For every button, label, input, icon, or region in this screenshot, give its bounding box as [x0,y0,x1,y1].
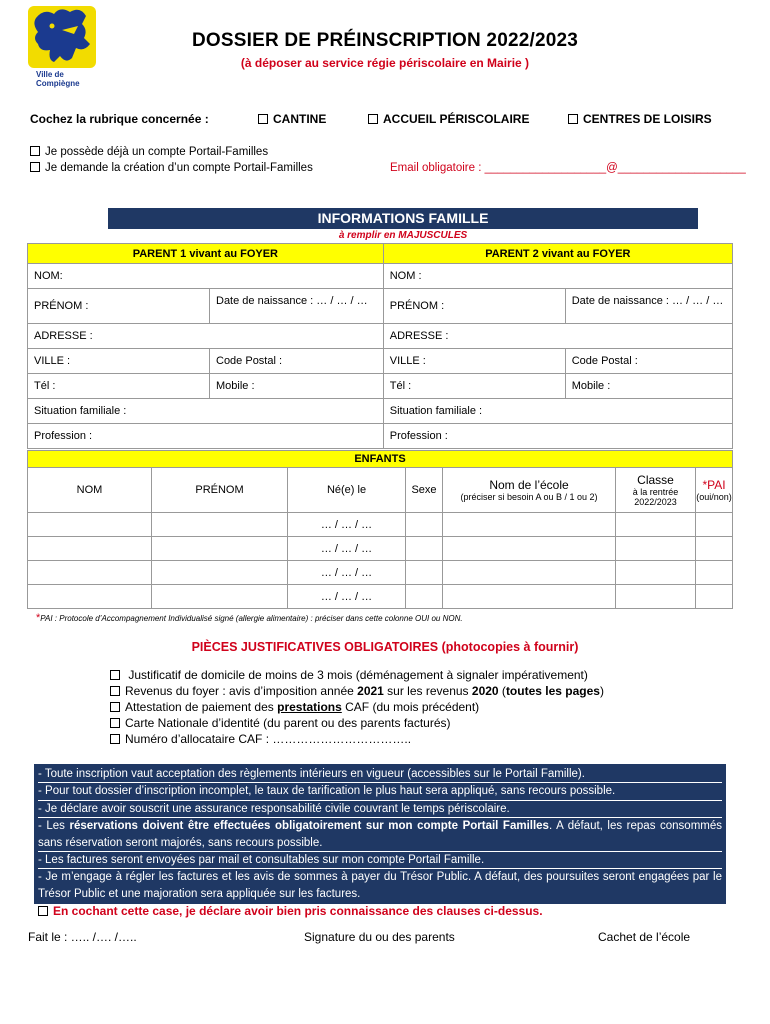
email-field[interactable]: Email obligatoire : ___________________@____________________ [390,162,746,174]
parent2-cp[interactable]: Code Postal : [565,349,732,374]
parent1-tel[interactable]: Tél : [28,374,210,399]
signature-label: Signature du ou des parents [304,930,455,944]
checkbox-icon[interactable] [110,718,120,728]
piece-cni[interactable]: Carte Nationale d’identité (du parent ou des parents facturés) [110,715,604,731]
parent2-profession[interactable]: Profession : [383,424,732,449]
parent1-situation[interactable]: Situation familiale : [28,399,384,424]
piece-allocataire[interactable]: Numéro d’allocataire CAF : …………………………….. [110,731,604,747]
checkbox-icon[interactable] [368,114,378,124]
table-row[interactable]: … / … / … [28,585,733,609]
rubrique-cantine[interactable]: CANTINE [258,112,326,126]
document-subtitle: (à déposer au service régie périscolaire en Mairie ) [240,56,530,70]
col-classe: Classe à la rentrée 2022/2023 [616,468,696,513]
famille-band: INFORMATIONS FAMILLE [108,208,698,229]
checkbox-icon[interactable] [568,114,578,124]
col-sexe: Sexe [406,468,443,513]
pai-note: *PAI : Protocole d’Accompagnement Individualisé signé (allergie alimentaire) : préciser dans cette colonne OUI ou NON. [36,612,463,624]
parent1-header: PARENT 1 vivant au FOYER [28,244,384,264]
pieces-title: PIÈCES JUSTIFICATIVES OBLIGATOIRES (photocopies à fournir) [191,640,579,654]
parent2-prenom[interactable]: PRÉNOM : [383,289,565,324]
checkbox-icon[interactable] [110,686,120,696]
table-row[interactable]: … / … / … [28,513,733,537]
clause-tarification: - Pour tout dossier d’inscription incomplet, le taux de tarification le plus haut sera appliqué, sans recours possible. [38,783,722,800]
parent1-naissance[interactable]: Date de naissance : … / … / … [210,289,384,324]
piece-caf[interactable]: Attestation de paiement des prestations CAF (du mois précédent) [110,699,604,715]
piece-domicile[interactable]: Justificatif de domicile de moins de 3 mois (déménagement à signaler impérativement) [110,667,604,683]
parent2-header: PARENT 2 vivant au FOYER [383,244,732,264]
enfants-table [27,450,733,609]
pieces-list [110,667,604,747]
fait-le-field[interactable]: Fait le : ….. /…. /….. [28,930,137,944]
logo-caption: Ville de Compiègne [36,70,80,88]
checkbox-icon[interactable] [110,670,120,680]
parent1-adresse[interactable]: ADRESSE : [28,324,384,349]
col-nom: NOM [28,468,152,513]
parent2-mobile[interactable]: Mobile : [565,374,732,399]
rubrique-centres[interactable]: CENTRES DE LOISIRS [568,112,712,126]
parent1-ville[interactable]: VILLE : [28,349,210,374]
parent2-naissance[interactable]: Date de naissance : … / … / … [565,289,732,324]
table-row[interactable]: … / … / … [28,561,733,585]
clause-reglement: - Toute inscription vaut acceptation des règlements intérieurs en vigueur (accessibles sur le Portail Famille). [38,766,722,783]
parent2-situation[interactable]: Situation familiale : [383,399,732,424]
col-prenom: PRÉNOM [152,468,288,513]
parents-table [27,243,733,449]
clause-factures: - Les factures seront envoyées par mail et consultables sur mon compte Portail Famille. [38,852,722,869]
piece-revenus[interactable]: Revenus du foyer : avis d’imposition année 2021 sur les revenus 2020 (toutes les pages) [110,683,604,699]
clause-reservation: - Les réservations doivent être effectuées obligatoirement sur mon compte Portail Familles. A défaut, les repas consommés sans réservation seront majorés, sans recours possible. [38,818,722,852]
clause-assurance: - Je déclare avoir souscrit une assurance responsabilité civile couvrant le temps périscolaire. [38,801,722,818]
rubrique-label: Cochez la rubrique concernée : [30,112,209,126]
parent2-adresse[interactable]: ADRESSE : [383,324,732,349]
clauses-box [34,764,726,904]
document-title: DOSSIER DE PRÉINSCRIPTION 2022/2023 [191,30,579,51]
parent2-ville[interactable]: VILLE : [383,349,565,374]
clause-tresor: - Je m’engage à régler les factures et les avis de sommes à payer du Trésor Public. A défaut, des poursuites seront engagées par le Trésor Public et une majoration sera appliquée sur les factures. [38,871,722,900]
parent1-cp[interactable]: Code Postal : [210,349,384,374]
famille-note: à remplir en MAJUSCULES [338,230,468,241]
parent1-profession[interactable]: Profession : [28,424,384,449]
checkbox-icon[interactable] [30,146,40,156]
rubrique-accueil[interactable]: ACCUEIL PÉRISCOLAIRE [368,112,529,126]
parent1-prenom[interactable]: PRÉNOM : [28,289,210,324]
col-ne: Né(e) le [288,468,406,513]
parent1-nom[interactable]: NOM: [28,264,384,289]
parent2-tel[interactable]: Tél : [383,374,565,399]
col-pai: *PAI (oui/non) [696,468,733,513]
col-ecole: Nom de l’école (préciser si besoin A ou B / 1 ou 2) [443,468,616,513]
portail-request-account[interactable]: Je demande la création d’un compte Portail-Familles [30,162,313,174]
portail-has-account[interactable]: Je possède déjà un compte Portail-Familles [30,146,268,158]
table-row[interactable]: … / … / … [28,537,733,561]
checkbox-icon[interactable] [110,702,120,712]
parent2-nom[interactable]: NOM : [383,264,732,289]
checkbox-icon[interactable] [258,114,268,124]
checkbox-icon[interactable] [38,906,48,916]
cachet-label: Cachet de l’école [598,930,691,944]
parent1-mobile[interactable]: Mobile : [210,374,384,399]
accept-clauses[interactable]: En cochant cette case, je déclare avoir bien pris connaissance des clauses ci-dessus. [38,904,543,918]
checkbox-icon[interactable] [30,162,40,172]
checkbox-icon[interactable] [110,734,120,744]
enfants-header: ENFANTS [28,451,733,468]
